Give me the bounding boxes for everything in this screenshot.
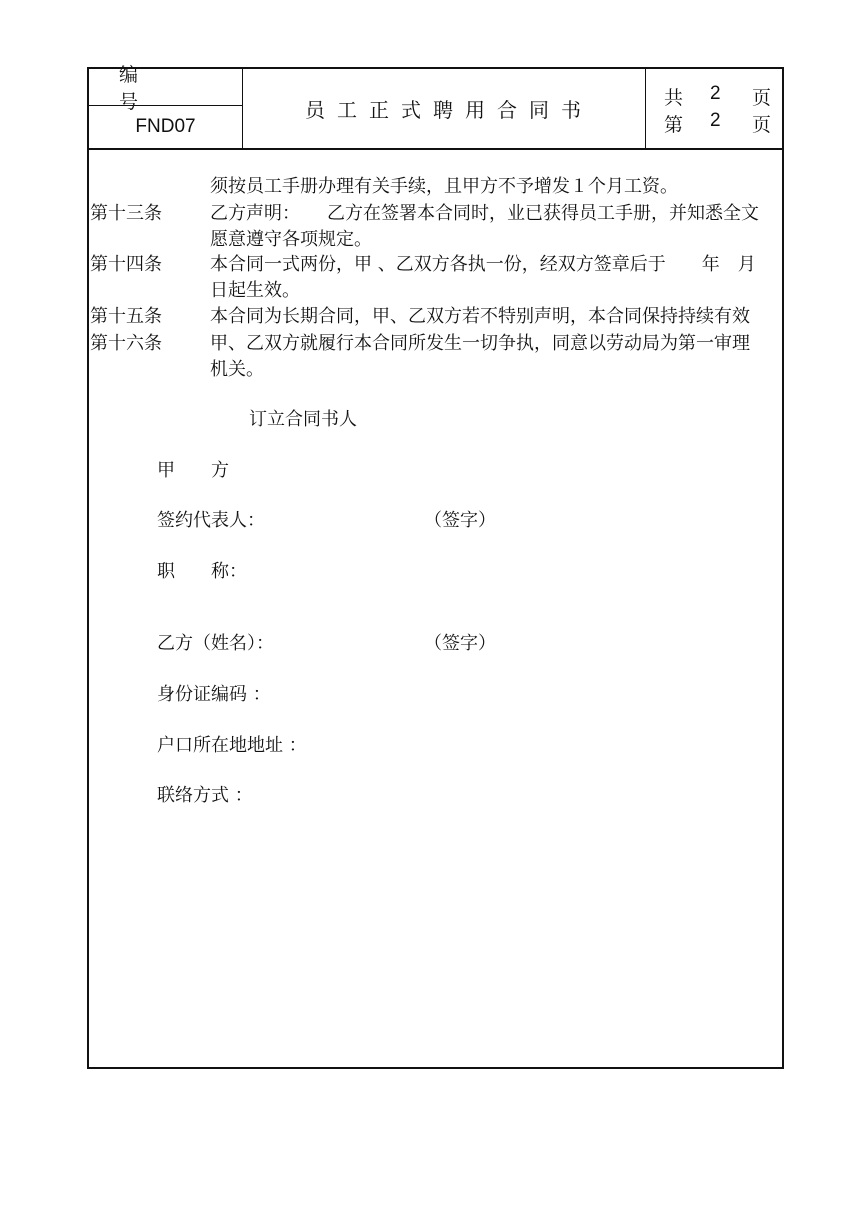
address-label: 户口所在地地址 ：: [157, 735, 307, 756]
representative-label: 签约代表人：: [157, 510, 265, 531]
number-cell: [89, 64, 243, 148]
signing-heading: 订立合同书人: [249, 409, 357, 430]
article-text: 乙方声明： 乙方在签署本合同时，业已获得员工手册，并知悉全文: [210, 203, 759, 224]
id-number-label: 身份证编码 ：: [157, 684, 271, 705]
article-text: 愿意遵守各项规定。: [210, 229, 372, 250]
page-count-cell: [645, 69, 784, 148]
document-title: 员工正式聘用合同书: [305, 98, 593, 122]
current-page: 2: [710, 110, 721, 131]
current-prefix: 第: [664, 114, 684, 136]
article-text: 甲、乙双方就履行本合同所发生一切争执，同意以劳动局为第一审理: [210, 333, 750, 354]
article-label: 第十三条: [90, 203, 162, 224]
total-pages: 2: [710, 83, 721, 104]
article-label: 第十五条: [90, 306, 162, 327]
party-b-name-label: 乙方（姓名）：: [157, 633, 274, 654]
number-value: FND07: [135, 116, 196, 137]
current-page-row: [664, 110, 772, 136]
total-pages-row: [664, 83, 772, 109]
contact-label: 联络方式 ：: [157, 785, 253, 806]
article-text: 本合同为长期合同，甲、乙双方若不特别声明，本合同保持持续有效: [210, 306, 750, 327]
party-a-label: 甲 方: [157, 460, 229, 481]
article-text: 本合同一式两份，甲 、乙双方各执一份，经双方签章后于 年 月: [210, 254, 756, 275]
article-label: 第十六条: [90, 333, 162, 354]
continuation-text: 须按员工手册办理有关手续，且甲方不予增发１个月工资。: [210, 176, 678, 197]
article-label: 第十四条: [90, 254, 162, 275]
page-suffix: 页: [752, 87, 772, 109]
party-b-signature: （签字）: [424, 633, 496, 654]
total-prefix: 共: [664, 87, 684, 109]
article-text: 机关。: [210, 359, 264, 380]
number-label: 编 号: [89, 69, 242, 106]
representative-signature: （签字）: [424, 510, 496, 531]
page-suffix: 页: [752, 114, 772, 136]
document-header: [89, 64, 782, 150]
article-text: 日起生效。: [210, 280, 300, 301]
job-title-label: 职 称：: [157, 561, 247, 582]
